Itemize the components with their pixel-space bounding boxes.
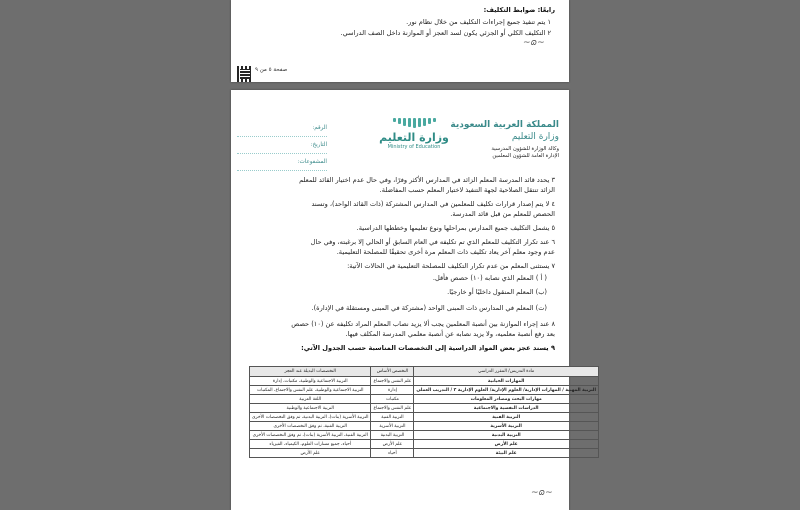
body-line: عدم وجود معلم آخر يعاد تكليف ذات المعلم مرة أخرى تحقيقًا للمصلحة التعليمية. bbox=[336, 248, 555, 256]
table-header: التخصص الأساس bbox=[371, 367, 414, 377]
letterhead bbox=[449, 120, 559, 160]
signature-icon: ~ɷ~ bbox=[523, 38, 545, 48]
table-cell: التربية المهنية / المهارات الإدارية/ العلوم الإدارية/ العلوم الإدارية ٢ / التدريب العملي bbox=[414, 386, 599, 395]
qr-code-icon bbox=[237, 66, 253, 82]
department-line-1: وكالة الوزارة للشؤون المدرسية bbox=[491, 146, 559, 152]
table-cell: مهارات البحث ومصادر المعلومات bbox=[414, 395, 599, 404]
logo-mark-icon bbox=[379, 118, 449, 128]
table-cell: التربية الاجتماعية والوطنية، مكتبات، إدارة bbox=[250, 377, 371, 386]
body-line: ٦ عند تكرار التكليف للمعلم الذي تم تكليفه في العام السابق أو الحالي إلا برغبته، وفي حال bbox=[310, 238, 555, 246]
body-line: ( أ ) المعلم الذي نصابه (١٠) حصص فأقل. bbox=[432, 274, 547, 282]
subjects-table bbox=[249, 366, 599, 458]
table-cell: التربية الفنية bbox=[414, 413, 599, 422]
table-cell: التربية الأسرية (بنات)، التربية البدنية، ثم وفق التخصصات الأخرى bbox=[250, 413, 371, 422]
table-header: التخصصات البديلة عند العجز bbox=[250, 367, 371, 377]
table-cell: التربية الاجتماعية والوطنية، علم النفس والاجتماع، المكتبات bbox=[250, 386, 371, 395]
table-cell: علم الأرض bbox=[250, 449, 371, 458]
table-header-row bbox=[250, 367, 599, 377]
signature-icon: ~ɷ~ bbox=[531, 488, 553, 498]
table-cell: علم البيئة bbox=[414, 449, 599, 458]
department-line-2: الإدارة العامة للشؤون المعلمين bbox=[492, 153, 559, 159]
table-row bbox=[250, 431, 599, 440]
table-row bbox=[250, 386, 599, 395]
table-cell: علم النفس والاجتماع bbox=[371, 377, 414, 386]
table-row bbox=[250, 377, 599, 386]
table-cell: علم النفس والاجتماع bbox=[371, 404, 414, 413]
table-cell: التربية الفنية، التربية الأسرية (بنات)، ثم وفق التخصصات الأخرى bbox=[250, 431, 371, 440]
field-number: الرقم: bbox=[237, 120, 327, 137]
body-line: ٤ لا يتم إصدار قرارات تكليف للمعلمين في المدارس المشتركة (ذات القائد الواحد)، وتسند bbox=[311, 200, 555, 208]
body-line: ٨ عند إجراء الموازنة بين أنصبة المعلمين يجب ألا يزيد نصاب المعلم المراد تكليفه عن (١٠) حصص bbox=[291, 320, 555, 328]
table-cell: أحياء، جميع مسارات العلوم، الكيمياء، الفيزياء bbox=[250, 440, 371, 449]
table-cell: علم الأرض bbox=[371, 440, 414, 449]
rule-line-2: ٢ التكليف الكلي أو الجزئي يكون لسد العجز أو الموازنة داخل الصف الدراسي. bbox=[340, 29, 551, 37]
table-cell: المهارات الحياتية bbox=[414, 377, 599, 386]
table-cell: إدارة bbox=[371, 386, 414, 395]
body-line: ٧ يستثنى المعلم من عدم تكرار التكليف للمصلحة التعليمية في الحالات الآتية: bbox=[347, 262, 555, 270]
table-cell: التربية الفنية، ثم وفق التخصصات الأخرى bbox=[250, 422, 371, 431]
table-cell: التربية الفنية bbox=[371, 413, 414, 422]
body-line: (ب) المعلم المنقول داخليًا أو خارجيًا. bbox=[447, 288, 547, 296]
table-cell: أحياء bbox=[371, 449, 414, 458]
logo-arabic-text: وزارة التعليم bbox=[379, 131, 449, 144]
table-cell: التربية البدنية bbox=[371, 431, 414, 440]
table-cell: علم الأرض bbox=[414, 440, 599, 449]
body-line: الحصص للمعلم من قبل قائد المدرسة. bbox=[450, 210, 555, 218]
logo-english-text: Ministry of Education bbox=[387, 144, 441, 150]
ministry-logo bbox=[379, 118, 449, 150]
table-row bbox=[250, 440, 599, 449]
table-cell: التربية الأسرية bbox=[371, 422, 414, 431]
document-page bbox=[231, 90, 596, 510]
table-row bbox=[250, 413, 599, 422]
table-row bbox=[250, 422, 599, 431]
table-cell: مكتبات bbox=[371, 395, 414, 404]
body-line: (ت) المعلم في المدارس ذات المبنى الواحد (مشتركة في المبنى ومستقلة في الإدارة). bbox=[311, 304, 547, 312]
table-cell: التربية الأسرية bbox=[414, 422, 599, 431]
reference-fields bbox=[237, 120, 327, 171]
table-header: مادة التدريس/ المقرر الدراسي bbox=[414, 367, 599, 377]
page-number: صفحة ٥ من ٩ bbox=[255, 67, 288, 73]
kingdom-name: المملكة العربية السعودية bbox=[450, 120, 559, 130]
field-attachments: المشفوعات: bbox=[237, 154, 327, 171]
section-heading: رابعًا: ضوابط التكليف: bbox=[483, 6, 555, 14]
field-date: التاريخ: bbox=[237, 137, 327, 154]
body-line: بعد رفع أنصبة معلميه، ولا يزيد نصابه عن أنصبة معلمي المدرسة المكلف فيها. bbox=[345, 330, 555, 338]
table-row bbox=[250, 449, 599, 458]
body-line: ٩ يسند عجز بعض المواد الدراسية إلى التخصصات المناسبة حسب الجدول الآتي: bbox=[301, 344, 555, 352]
table-row bbox=[250, 395, 599, 404]
table-cell: التربية الاجتماعية والوطنية bbox=[250, 404, 371, 413]
table-cell: الدراسات النفسية والاجتماعية bbox=[414, 404, 599, 413]
ministry-name: وزارة التعليم bbox=[511, 132, 559, 142]
previous-page bbox=[231, 0, 569, 82]
table-row bbox=[250, 404, 599, 413]
body-line: ٥ يشمل التكليف جميع المدارس بمراحلها ونوع تعليمها وخططها الدراسية. bbox=[356, 224, 555, 232]
table-cell: اللغة العربية bbox=[250, 395, 371, 404]
rule-line-1: ١ يتم تنفيذ جميع إجراءات التكليف من خلال نظام نور. bbox=[406, 18, 551, 26]
body-line: الزائد تنتقل الصلاحية لجهة التنفيذ لاختيار المعلم حسب المفاضلة. bbox=[379, 186, 555, 194]
table-cell: التربية البدنية bbox=[414, 431, 599, 440]
body-line: ٣ يحدد قائد المدرسة المعلم الزائد في المدارس الأكثر وفرًا، وفي حال عدم اختيار القائد للمعلم bbox=[299, 176, 555, 184]
